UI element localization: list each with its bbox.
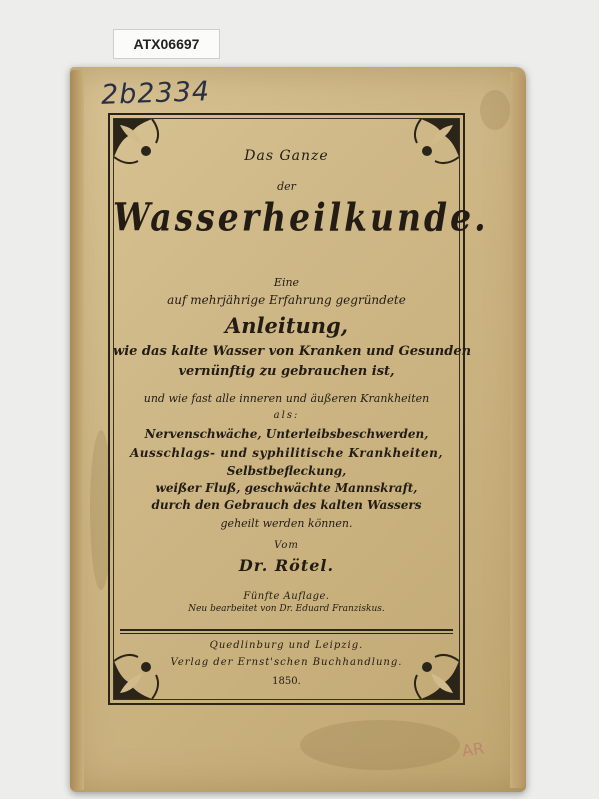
- cover-line-als: als:: [273, 410, 300, 421]
- cover-line-subtitle: geheilt werden können.: [220, 517, 353, 530]
- cover-publisher: Verlag der Ernst'schen Buchhandlung.: [170, 657, 403, 668]
- library-stamp: AR: [460, 738, 486, 761]
- cover-title: Wasserheilkunde.: [113, 195, 489, 240]
- cover-line-subtitle: vernünftig zu gebrauchen ist,: [178, 364, 395, 379]
- cover-line-eine: Eine: [273, 276, 300, 289]
- cover-place: Quedlinburg und Leipzig.: [209, 640, 364, 651]
- cover-line-subtitle: durch den Gebrauch des kalten Wassers: [151, 498, 422, 512]
- cover-line-ailment: Nervenschwäche, Unterleibsbeschwerden,: [144, 427, 429, 441]
- divider: [120, 629, 453, 631]
- stain: [300, 720, 460, 770]
- corner-ornament-icon: [405, 645, 461, 701]
- cover-line-subtitle: und wie fast alle inneren und äußeren Krankheiten: [143, 392, 430, 405]
- handwritten-number: 2b2334: [100, 76, 211, 111]
- cover-editor: Neu bearbeitet von Dr. Eduard Franziskus.: [188, 604, 385, 614]
- cover-author: Dr. Rötel.: [238, 556, 335, 575]
- cover-line-ailment: Selbstbefleckung,: [226, 464, 347, 478]
- cover-line-subtitle: auf mehrjährige Erfahrung gegründete: [167, 293, 406, 307]
- cover-year: 1850.: [272, 676, 301, 687]
- cover-line-anleitung: Anleitung,: [224, 313, 349, 338]
- inventory-sticker: ATX06697: [113, 29, 220, 59]
- corner-ornament-icon: [405, 117, 461, 173]
- cover-edition: Fünfte Auflage.: [243, 591, 330, 602]
- stain: [480, 90, 510, 130]
- cover-line-ailment: Ausschlags- und syphilitische Krankheiten,: [129, 446, 444, 460]
- book-page-edge: [510, 72, 526, 788]
- divider: [120, 633, 453, 634]
- book-spine: [70, 70, 84, 790]
- cover-line-das-ganze: Das Ganze: [244, 148, 329, 164]
- cover-line-vom: Vom: [274, 540, 299, 551]
- cover-line-der: der: [277, 180, 296, 193]
- cover-line-subtitle: wie das kalte Wasser von Kranken und Gesunden: [113, 344, 472, 359]
- corner-ornament-icon: [112, 117, 168, 173]
- corner-ornament-icon: [112, 645, 168, 701]
- cover-line-ailment: weißer Fluß, geschwächte Mannskraft,: [155, 481, 418, 495]
